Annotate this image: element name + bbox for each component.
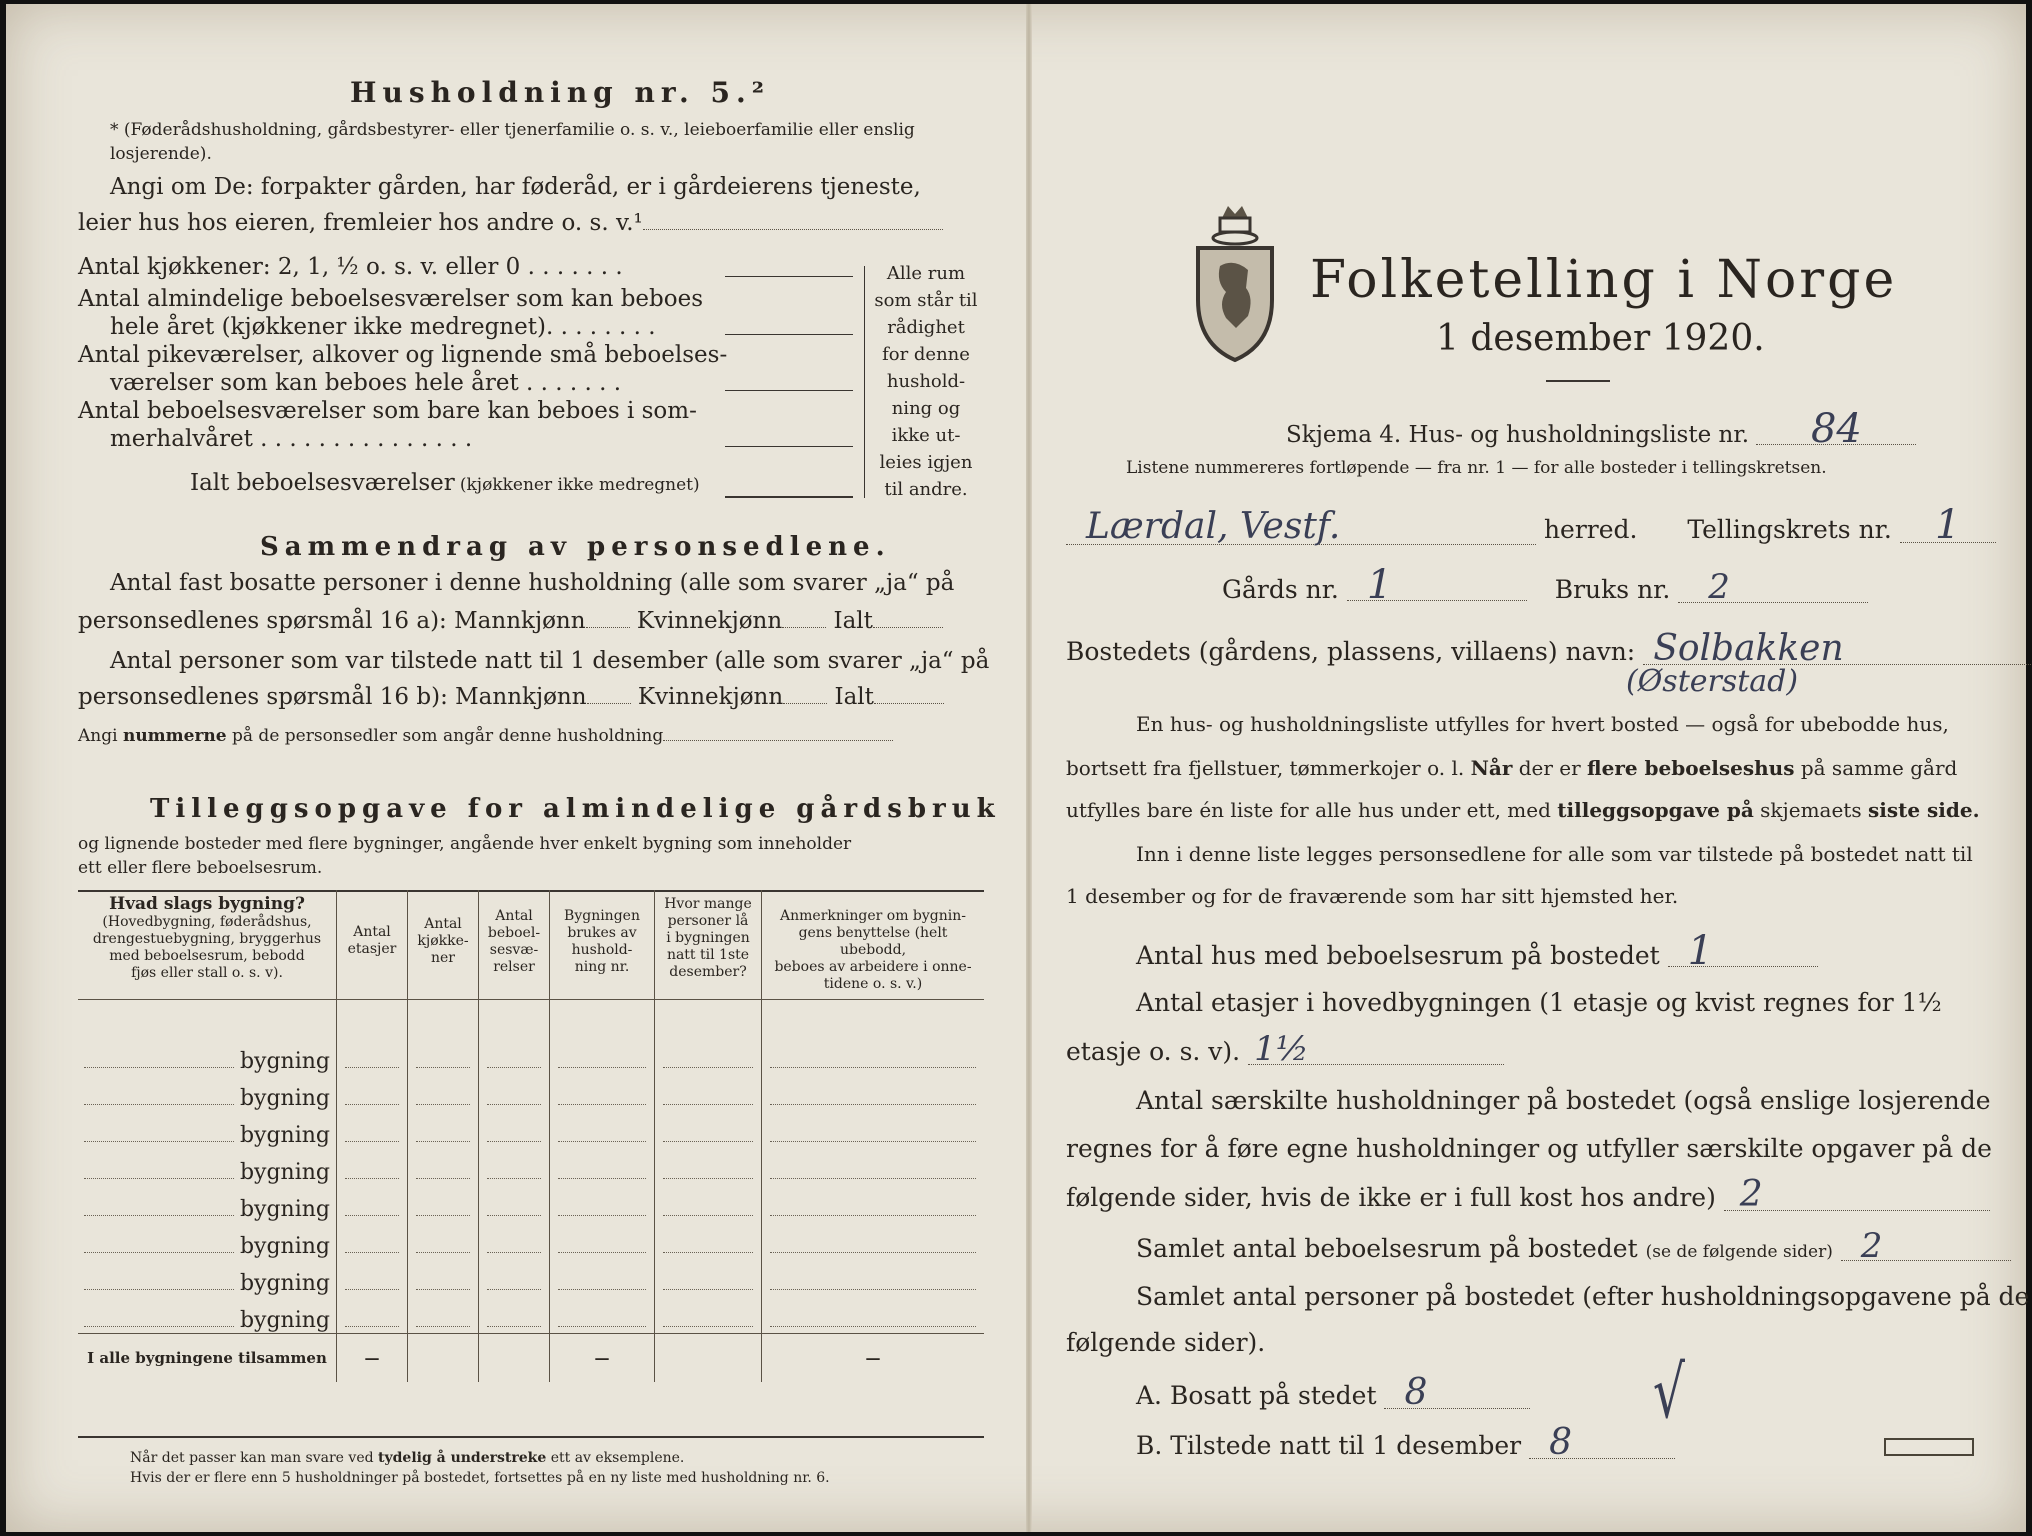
etasjer-line-1: Antal etasjer i hovedbygningen (1 etasje og kvist regnes for 1½ <box>1136 988 1942 1017</box>
table-total-row <box>78 1334 984 1383</box>
para2-line1: Inn i denne liste legges personsedlene for alle som var tilstede på bostedet natt til <box>1136 842 1973 866</box>
summary-title: Sammendrag av personsedlene. <box>260 532 891 562</box>
bosted-field[interactable]: Solbakken <box>1643 634 2032 665</box>
tillegg-title: Tilleggsopgave for almindelige gårdsbruk <box>150 794 1001 824</box>
summary-line-4: personsedlenes spørsmål 16 b): Mannkjønn Kvinnekjønn Ialt <box>78 684 944 710</box>
bruks-field[interactable]: 2 <box>1678 572 1868 603</box>
rooms-kitchens: Antal kjøkkener: 2, 1, ½ o. s. v. eller 0 . . . . . . . <box>78 254 623 280</box>
rooms-summer-2: merhalvåret . . . . . . . . . . . . . . . <box>110 426 473 452</box>
para1-line3: utfylles bare én liste for alle hus under ett, med tilleggsopgave på skjemaets siste side. <box>1066 798 1980 822</box>
numbering-note: Listene nummereres fortløpende — fra nr. 1 — for alle bosteder i tellingskretsen. <box>1126 458 1827 478</box>
title-rule <box>1546 380 1610 382</box>
right-page <box>1066 4 2030 1532</box>
building-row-label: bygning <box>78 1185 337 1222</box>
table-row <box>78 1037 984 1074</box>
answer-line-total <box>725 496 853 498</box>
building-row-label: bygning <box>78 1037 337 1074</box>
summary-angi: Angi nummerne på de personsedler som angår denne husholdning <box>78 726 893 746</box>
husholdninger-line-1: Antal særskilte husholdninger på bostedet (også enslige losjerende <box>1136 1086 1991 1115</box>
buildings-table <box>78 890 984 1382</box>
rum-field[interactable]: 2 <box>1841 1232 2011 1261</box>
husholdninger-line-3: følgende sider, hvis de ikke er i full kost hos andre) 2 <box>1066 1180 1990 1212</box>
hus-line: Antal hus med beboelsesrum på bostedet 1 <box>1136 936 1818 970</box>
building-row-label: bygning <box>78 1296 337 1334</box>
husholdninger-line-2: regnes for å føre egne husholdninger og utfyller særskilte opgaver på de <box>1066 1134 1992 1163</box>
husholdninger-field[interactable]: 2 <box>1724 1180 1990 1211</box>
table-row <box>78 1111 984 1148</box>
etasjer-line-2: etasje o. s. v). 1½ <box>1066 1034 1504 1066</box>
personer-line-1: Samlet antal personer på bostedet (efter husholdningsopgavene på de <box>1136 1282 2030 1311</box>
col-rooms: Antal beboel- sesvæ- relser <box>479 890 550 1000</box>
total-dash: — <box>762 1334 985 1383</box>
col-persons: Hvor mange personer lå i bygningen natt til 1ste desember? <box>655 890 762 1000</box>
angi-line-2: leier hus hos eieren, fremleier hos andre o. s. v.¹ <box>78 210 943 236</box>
para2-line2: 1 desember og for de fraværende som har sitt hjemsted her. <box>1066 884 1679 908</box>
gards-line: Gårds nr. 1 Bruks nr. 2 <box>1222 570 1868 604</box>
household-footnote: * (Føderådshusholdning, gårdsbestyrer- eller tjenerfamilie o. s. v., leieboerfamilie eller enslig losjerende). <box>110 120 915 164</box>
table-row <box>78 1185 984 1222</box>
rooms-maid-1: Antal pikeværelser, alkover og lignende små beboelses- <box>78 342 728 368</box>
skjema-line: Skjema 4. Hus- og husholdningsliste nr. 84 <box>1286 414 1916 448</box>
gards-field[interactable]: 1 <box>1347 570 1527 601</box>
herred-field[interactable]: Lærdal, Vestf. <box>1066 510 1536 545</box>
left-page <box>70 4 1001 1532</box>
krets-field[interactable]: 1 <box>1900 508 1996 543</box>
para1-line1: En hus- og husholdningsliste utfylles for hvert bosted — også for ubebodde hus, <box>1136 712 1949 736</box>
col-building-type: Hvad slags bygning? (Hovedbygning, føderådshus, drengestuebygning, bryggerhus med beboelsesrum, bebodd fjøs eller stall o. s. v). <box>78 890 337 1000</box>
coat-of-arms-icon <box>1192 204 1278 364</box>
tilstede-line: B. Tilstede natt til 1 desember 8 <box>1136 1428 1675 1460</box>
answer-line <box>725 334 853 335</box>
col-floors: Antal etasjer <box>337 890 408 1000</box>
total-dash: — <box>337 1334 408 1383</box>
form-title: Folketelling i Norge <box>1310 250 1898 310</box>
tillegg-intro-1: og lignende bosteder med flere bygninger, angående hver enkelt bygning som inneholder <box>78 834 852 854</box>
check-mark: √ <box>1652 1350 1686 1434</box>
angi-line-1: Angi om De: forpakter gården, har føderåd, er i gårdeierens tjeneste, <box>110 174 921 200</box>
personer-line-2: følgende sider). <box>1066 1328 1266 1357</box>
table-header-row <box>78 890 984 1000</box>
answer-line <box>725 390 853 391</box>
printer-stamp <box>1884 1438 1974 1456</box>
list-number-field[interactable]: 84 <box>1756 414 1916 445</box>
building-row-label: bygning <box>78 1222 337 1259</box>
answer-line <box>725 446 853 447</box>
rooms-total: Ialt beboelsesværelser (kjøkkener ikke medregnet) <box>190 470 700 496</box>
etasjer-field[interactable]: 1½ <box>1248 1034 1504 1065</box>
summary-line-3: Antal personer som var tilstede natt til 1 desember (alle som svarer „ja“ på <box>110 648 990 674</box>
col-household: Bygningen brukes av hushold- ning nr. <box>550 890 655 1000</box>
summary-line-1: Antal fast bosatte personer i denne husholdning (alle som svarer „ja“ på <box>110 570 955 596</box>
building-row-label: bygning <box>78 1111 337 1148</box>
rooms-maid-2: værelser som kan beboes hele året . . . . . . . <box>110 370 622 396</box>
page-fold <box>1026 4 1032 1532</box>
col-remarks: Anmerkninger om bygnin- gens benyttelse (helt ubebodd, beboes av arbeidere i onne- tidene o. s. v.) <box>762 890 985 1000</box>
building-row-label: bygning <box>78 1259 337 1296</box>
bosted-line: Bostedets (gårdens, plassens, villaens) navn: Solbakken <box>1066 634 2032 666</box>
total-label: I alle bygningene tilsammen <box>78 1334 337 1383</box>
bosted-field-2: (Østerstad) <box>1626 664 1799 699</box>
side-note: Alle rum som står til rådighet for denne hushold- ning og ikke ut- leies igjen til andre. <box>874 263 978 500</box>
summary-line-2: personsedlenes spørsmål 16 a): Mannkjønn Kvinnekjønn Ialt <box>78 608 943 634</box>
bottom-note-2: Hvis der er flere enn 5 husholdninger på bostedet, fortsettes på en ny liste med husholdning nr. 6. <box>130 1470 830 1486</box>
household-title: Husholdning nr. 5.² <box>350 76 771 109</box>
hus-field[interactable]: 1 <box>1668 936 1818 967</box>
para1-line2: bortsett fra fjellstuer, tømmerkojer o. l. Når der er flere beboelseshus på samme gård <box>1066 756 1958 780</box>
brace-divider <box>864 266 865 498</box>
rooms-ordinary-1: Antal almindelige beboelsesværelser som kan beboes <box>78 286 704 312</box>
answer-line <box>725 276 853 277</box>
herred-line: Lærdal, Vestf. herred. Tellingskrets nr. 1 <box>1066 508 1996 545</box>
tillegg-intro-2: ett eller flere beboelsesrum. <box>78 858 323 878</box>
col-kitchens: Antal kjøkke- ner <box>408 890 479 1000</box>
table-row <box>78 1074 984 1111</box>
rum-line: Samlet antal beboelsesrum på bostedet (se de følgende sider) 2 <box>1136 1232 2011 1263</box>
census-form-sheet <box>6 4 2030 1532</box>
bosatt-line: A. Bosatt på stedet 8 <box>1136 1378 1530 1410</box>
building-row-label: bygning <box>78 1148 337 1185</box>
bottom-note-1: Når det passer kan man svare ved tydelig å understreke ett av eksemplene. <box>130 1450 685 1466</box>
form-date: 1 desember 1920. <box>1436 318 1765 359</box>
rooms-summer-1: Antal beboelsesværelser som bare kan beboes i som- <box>78 398 697 424</box>
rooms-ordinary-2: hele året (kjøkkener ikke medregnet). . . . . . . . <box>110 314 656 340</box>
building-row-label: bygning <box>78 1074 337 1111</box>
bosatt-field[interactable]: 8 <box>1384 1378 1530 1409</box>
table-row <box>78 1222 984 1259</box>
table-row <box>78 1148 984 1185</box>
table-row <box>78 1259 984 1296</box>
table-bottom-rule <box>78 1436 984 1438</box>
table-row <box>78 1296 984 1334</box>
tilstede-field[interactable]: 8 <box>1529 1428 1675 1459</box>
total-dash: — <box>550 1334 655 1383</box>
